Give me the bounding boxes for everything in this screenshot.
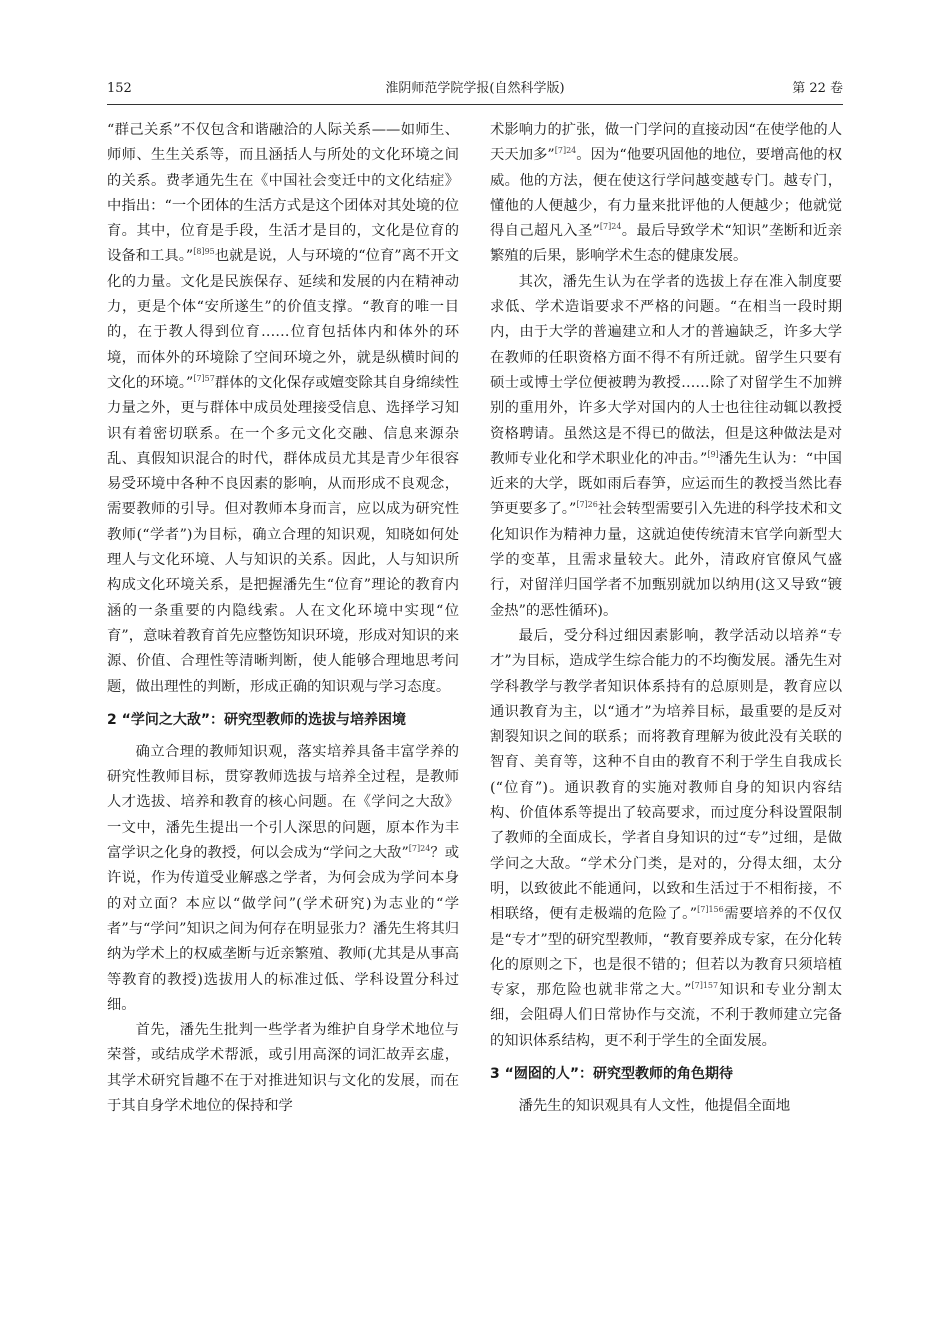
paragraph: “群己关系”不仅包含和谐融洽的人际关系——如师生、师师、生生关系等，而且涵括人与所处的文化环境之间的关系。费孝通先生在《中国社会变迁中的文化结症》中指出：“一个团体的生活方式是这个团体对其处境的位育。其中，位育是手段，生活才是目的，文化是位育的设备和工具。”$^{[8]95}$也就是说，人与环境的“位育”离不开文化的力量。文化是民族保存、延续和发展的内在精神动力，更是个体“安所遂生”的价值支撑。“教育的唯一目的，在于教人得到位育……位育包括体内和体外的环境，而体外的环境除了空间环境之外，就是纵横时间的文化的环境。”$^{[7]57}$群体的文化保存或嬗变除其自身绵续性力量之外，更与群体中成员处理接受信息、选择学习知识有着密切联系。在一个多元文化交融、信息来源杂乱、真假知识混合的时代，群体成员尤其是青少年很容易受环境中各种不良因素的影响，从而形成不良观念，需要教师的引导。但对教师本身而言，应以成为研究性教师(“学者”)为目标，确立合理的知识观，知晓如何处理人与文化环境、人与知识的关系。因此，人与知识所构成文化环境关系，是把握潘先生“位育”理论的教育内涵的一条重要的内隐线索。人在文化环境中实现“位育”，意味着教育首先应整饬知识环境，形成对知识的来源、价值、合理性等清晰判断，使人能够合理地思考问题，做出理性的判断，形成正确的知识观与学习态度。 <box>107 122 459 695</box>
volume-label: 第 22 卷 <box>792 81 843 96</box>
paragraph: 术影响力的扩张，做一门学问的直接动因“在使学他的人天天加多”$^{[7]24}$。因为“他要巩固他的地位，要增高他的权威。他的方法，便在使这行学问越变越专门。越专门，懂他的人便越少，有力量来批评他的人便越少；他就觉得自己超凡入圣”$^{[7]24}$。最后导致学术“知识”垄断和近亲繁殖的后果，影响学术生态的健康发展。 <box>490 122 842 265</box>
paragraph: 最后，受分科过细因素影响，教学活动以培养“专才”为目标，造成学生综合能力的不均衡发展。潘先生对学科教学与教学者知识体系持有的总原则是，教育应以通识教育为主，以“通才”为培养目标，最重要的是反对割裂知识之间的联系；而将教育理解为彼此没有关联的智育、美育等，这种不自由的教育不利于学生自我成长(“位育”)。通识教育的实施对教师自身的知识内容结构、价值体系等提出了较高要求，而过度分科设置限制了教师的全面成长，学者自身知识的过“专”过细，是做学问之大敌。“学术分门类，是对的，分得太细，太分明，以致彼此不能通问，以致和生活过于不相衔接，不相联络，便有走极端的危险了。”$^{[7]156}$需要培养的不仅仅是“专才”型的研究型教师，“教育要养成专家，在分化转化的原则之下，也是很不错的；但若以为教育只须培植专家，那危险也就非常之大。”$^{[7]157}$知识和专业分割太细，会阻碍人们日常协作与交流，不利于教师建立完备的知识体系结构，更不利于学生的全面发展。 <box>490 627 842 1049</box>
right-column <box>490 118 842 1238</box>
citation: [7]57 <box>193 373 215 383</box>
paragraph: 其次，潘先生认为在学者的选拔上存在准入制度要求低、学术造诣要求不严格的问题。“在相当一段时期内，由于大学的普遍建立和人才的普遍缺乏，许多大学在教师的任职资格方面不得不有所迁就。留学生只要有硕士或博士学位便被聘为教授……除了对留学生不加辨别的重用外，许多大学对国内的人士也往往动辄以教授资格聘请。虽然这是不得已的做法，但是这种做法是对教师专业化和学术职业化的冲击。”[9]潘先生认为：“中国近来的大学，既如雨后春笋，应运而生的教授当然比春笋更要多了。”$^{[7]26}$社会转型需要引入先进的科学技术和文化知识作为精神力量，这就迫使传统清末官学向新型大学的变革，且需求量较大。此外，清政府官僚风气盛行，对留洋归国学者不加甄别就加以纳用(这又导致“镀金热”的恶性循环)。 <box>490 273 842 619</box>
citation: [8]95 <box>193 247 215 257</box>
header-rule <box>107 104 843 105</box>
citation: [7]24 <box>408 844 431 854</box>
section-heading-3: 3 “囫囵的人”：研究型教师的角色期待 <box>490 1065 734 1082</box>
section-heading-2: 2 “学问之大敌”：研究型教师的选拔与培养困境 <box>107 711 407 728</box>
journal-title: 淮阴师范学院学报(自然科学版) <box>385 81 565 96</box>
page-number: 152 <box>107 81 132 96</box>
citation: [7]24 <box>599 222 622 232</box>
paragraph: 潘先生的知识观具有人文性，他提倡全面地 <box>518 1097 791 1114</box>
left-column <box>107 118 459 1238</box>
citation: [9] <box>707 449 719 459</box>
paragraph: 确立合理的教师知识观，落实培养具备丰富学养的研究性教师目标，贯穿教师选拔与培养全过程，是教师人才选拔、培养和教育的核心问题。在《学问之大敌》一文中，潘先生提出一个引人深思的问题，原本作为丰富学识之化身的教授，何以会成为“学问之大敌”$^{[7]24}$？或许说，作为传道受业解惑之学者，为何会成为学问本身的对立面？本应以“做学问”(学术研究)为志业的“学者”与“学问”知识之间为何存在明显张力？潘先生将其归纳为学术上的权威垄断与近亲繁殖、教师(尤其是从事高等教育的教授)选拔用人的标准过低、学科设置分科过细。 <box>107 743 459 1013</box>
paragraph: 首先，潘先生批判一些学者为维护自身学术地位与荣誉，或结成学术帮派，或引用高深的词汇故弄玄虚，其学术研究旨趣不在于对推进知识与文化的发展，而在于其自身学术地位的保持和学 <box>107 1022 459 1114</box>
running-header <box>107 78 843 100</box>
citation: [7]26 <box>576 500 598 510</box>
citation: [7]24 <box>554 146 577 156</box>
citation: [7]156 <box>697 905 724 915</box>
citation: [7]157 <box>691 981 719 991</box>
